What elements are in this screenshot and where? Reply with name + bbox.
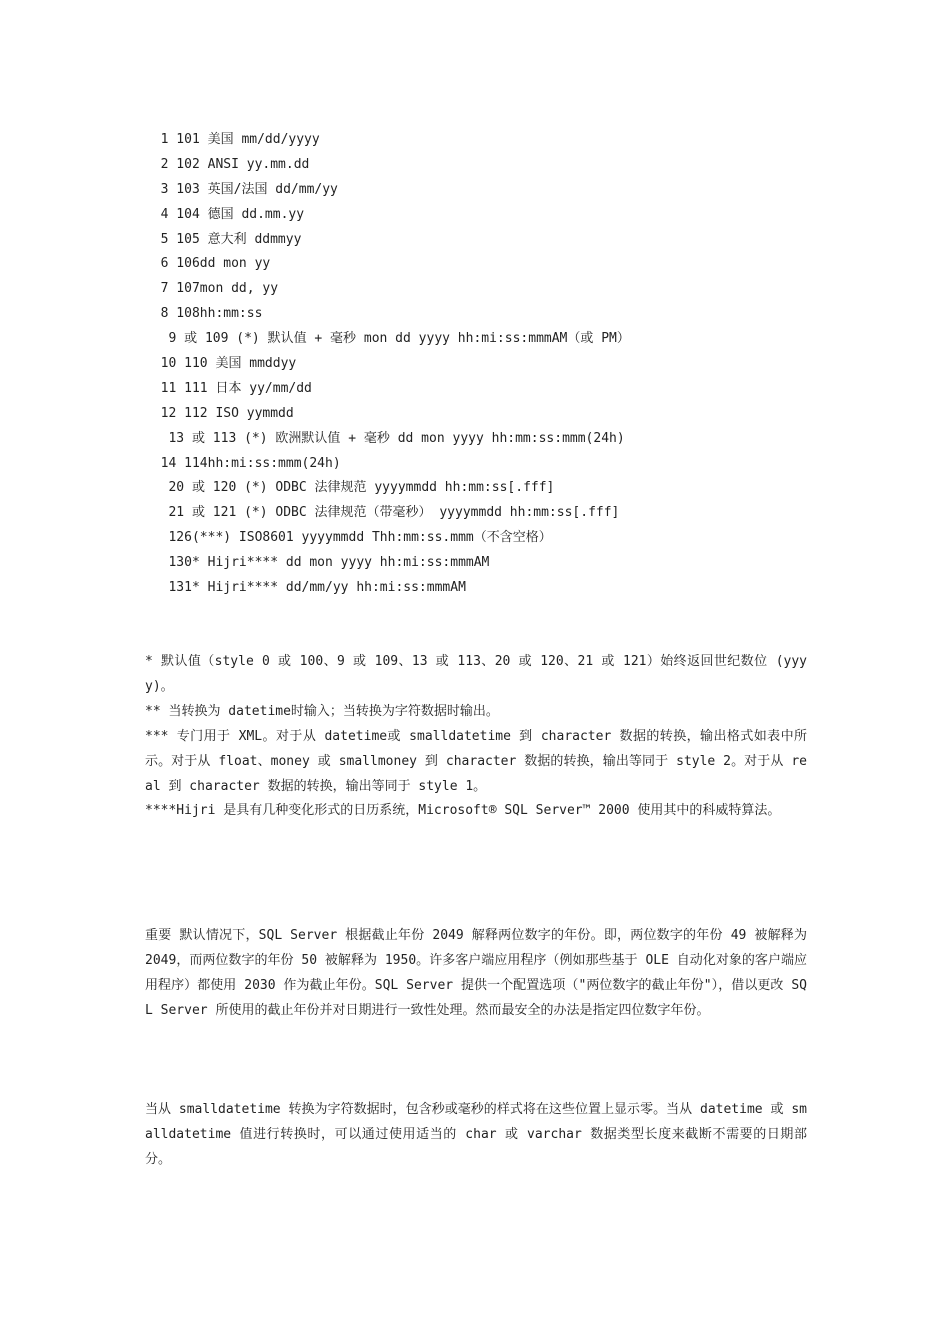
smalldatetime-paragraph: 当从 smalldatetime 转换为字符数据时，包含秒或毫秒的样式将在这些位置上显示零。当从 datetime 或 smalldatetime 值进行转换时，可以通过使用适当的 char 或 varchar 数据类型长度来截断不需要的日期部分。 — [145, 1102, 807, 1167]
style-row: 6 106dd mon yy — [145, 256, 271, 272]
footnote-input-output: ** 当转换为 datetime时输入；当转换为字符数据时输出。 — [145, 703, 499, 719]
footnote-xml: *** 专门用于 XML。对于从 datetime或 smalldatetime 到 character 数据的转换，输出格式如表中所示。对于从 float、money 或 smallmoney 到 character 数据的转换，输出等同于 style 2。对于从 real 到 character 数据的转换，输出等同于 style 1。 — [145, 728, 807, 794]
style-row: 3 103 英国/法国 dd/mm/yy — [145, 181, 338, 197]
style-row: 7 107mon dd, yy — [145, 281, 279, 297]
style-row: 4 104 德国 dd.mm.yy — [145, 206, 305, 222]
style-row: 8 108hh:mm:ss — [145, 306, 263, 322]
style-row: 20 或 120 (*) ODBC 法律规范 yyyymmdd hh:mm:ss[.fff] — [145, 480, 555, 496]
style-row: 1 101 美国 mm/dd/yyyy — [145, 132, 320, 147]
date-style-list — [145, 128, 825, 601]
style-row: 11 111 日本 yy/mm/dd — [145, 380, 312, 396]
important-paragraph: 重要 默认情况下，SQL Server 根据截止年份 2049 解释两位数字的年份。即，两位数字的年份 49 被解释为 2049，而两位数字的年份 50 被解释为 1950。许多客户端应用程序（例如那些基于 OLE 自动化对象的客户端应用程序）都使用 2030 作为截止年份。SQL Server 提供一个配置选项（"两位数字的截止年份"），借以更改 SQL Server 所使用的截止年份并对日期进行一致性处理。然而最安全的办法是指定四位数字年份。 — [145, 928, 807, 1018]
style-row: 2 102 ANSI yy.mm.dd — [145, 156, 310, 172]
style-row: 9 或 109 (*) 默认值 + 毫秒 mon dd yyyy hh:mi:ss:mmmAM（或 PM） — [145, 331, 630, 347]
style-row: 14 114hh:mi:ss:mmm(24h) — [145, 455, 341, 471]
footnote-hijri: ****Hijri 是具有几种变化形式的日历系统，Microsoft® SQL Server™ 2000 使用其中的科威特算法。 — [145, 803, 781, 819]
style-row: 13 或 113 (*) 欧洲默认值 + 毫秒 dd mon yyyy hh:mm:ss:mmm(24h) — [145, 430, 625, 446]
footnote-default: * 默认值（style 0 或 100、9 或 109、13 或 113、20 或 120、21 或 121）始终返回世纪数位 (yyyy)。 — [145, 654, 807, 694]
style-row: 5 105 意大利 ddmmyy — [145, 231, 302, 247]
style-row: 126(***) ISO8601 yyyymmdd Thh:mm:ss.mmm（不含空格） — [145, 530, 552, 546]
style-row: 21 或 121 (*) ODBC 法律规范（带毫秒） yyyymmdd hh:mm:ss[.fff] — [145, 505, 620, 521]
style-row: 130* Hijri**** dd mon yyyy hh:mi:ss:mmmAM — [145, 555, 490, 571]
style-row: 12 112 ISO yymmdd — [145, 405, 294, 421]
style-row: 10 110 美国 mmddyy — [145, 356, 297, 372]
footnotes — [145, 650, 807, 824]
style-row: 131* Hijri**** dd/mm/yy hh:mi:ss:mmmAM — [145, 580, 466, 596]
